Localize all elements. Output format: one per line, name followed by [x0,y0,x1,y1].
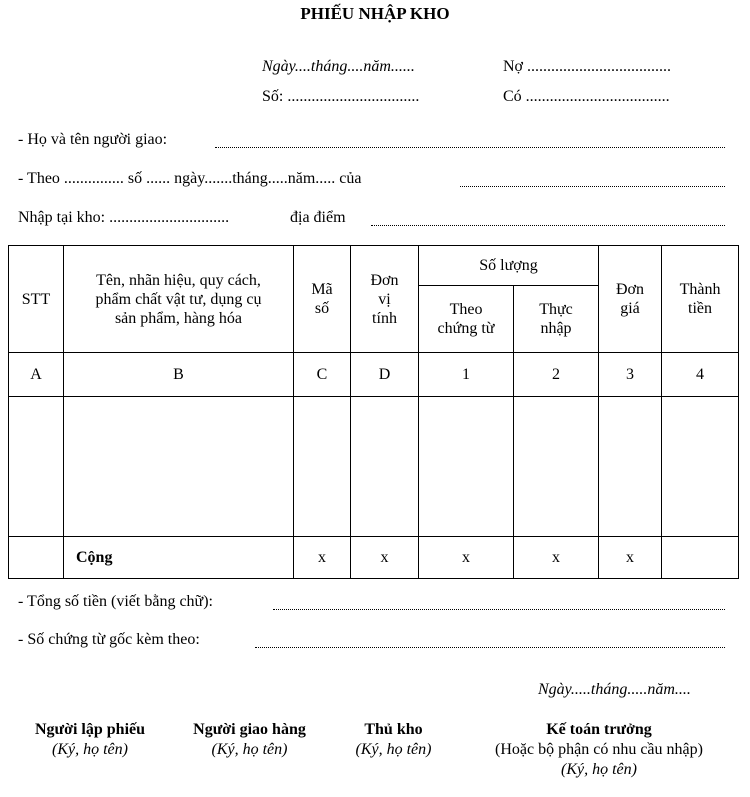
attached-documents-label: - Số chứng từ gốc kèm theo: [18,631,200,648]
code-cell: 2 [514,353,599,397]
reference-label: - Theo ............... số ...... ngày.......tháng.....năm..... của [18,170,362,187]
empty-cell [64,397,294,537]
total-in-words-label: - Tổng số tiền (viết bằng chữ): [18,593,213,610]
header-quantity: Số lượng [419,246,599,286]
reference-dotted-line [460,173,725,187]
total-qty-actual-cell: x [514,537,599,579]
goods-table [8,245,739,579]
empty-cell [294,397,351,537]
header-amount: Thành tiền [662,246,739,353]
signature-hint: (Ký, họ tên) [561,761,637,778]
header-qty-by-document: Theo chứng từ [419,286,514,353]
column-code-row [9,353,739,397]
header-item-name: Tên, nhãn hiệu, quy cách, phẩm chất vật tư, dụng cụ sản phẩm, hàng hóa [64,246,294,353]
attached-documents-dotted-line [255,634,725,648]
deliverer-dotted-line [215,134,725,148]
header-code: Mã số [294,246,351,353]
date-line: Ngày....tháng....năm...... [262,58,415,75]
total-amount-cell [662,537,739,579]
code-cell: B [64,353,294,397]
total-row [9,537,739,579]
signing-date-line: Ngày.....tháng.....năm.... [538,681,691,698]
empty-cell [599,397,662,537]
total-label: Cộng [64,537,294,579]
signature-block [0,720,750,797]
warehouse-label: Nhập tại kho: .............................. [18,209,230,226]
total-qty-doc-cell: x [419,537,514,579]
signature-title: Người giao hàng [193,721,306,738]
signature-chief-accountant [458,720,740,780]
signature-title: Thủ kho [364,721,423,738]
signature-storekeeper [336,720,451,760]
code-cell: 3 [599,353,662,397]
header-stt: STT [9,246,64,353]
location-dotted-line [371,212,725,226]
signature-title: Người lập phiếu [34,721,146,738]
code-cell: C [294,353,351,397]
signature-preparer [15,720,165,760]
signature-note: (Hoặc bộ phận có nhu cầu nhập) [495,741,703,758]
signature-hint: (Ký, họ tên) [355,741,432,758]
deliverer-label: - Họ và tên người giao: [18,131,168,148]
table-row [9,397,739,537]
code-cell: A [9,353,64,397]
code-cell: 4 [662,353,739,397]
signature-hint: (Ký, họ tên) [52,741,128,758]
form-title: PHIẾU NHẬP KHO [300,4,450,23]
code-cell: D [351,353,419,397]
total-code-cell: x [294,537,351,579]
empty-cell [9,397,64,537]
debit-line: Nợ .................................... [503,58,672,75]
empty-cell [419,397,514,537]
credit-line: Có .................................... [503,88,670,105]
empty-cell [9,537,64,579]
header-unit-price: Đơn giá [599,246,662,353]
header-qty-actual: Thực nhập [514,286,599,353]
empty-cell [351,397,419,537]
total-price-cell: x [599,537,662,579]
voucher-number-line: Số: ................................. [262,88,420,105]
signature-deliverer [172,720,327,760]
signature-hint: (Ký, họ tên) [211,741,288,758]
location-label: địa điểm [290,209,346,226]
header-unit: Đơn vị tính [351,246,419,353]
total-in-words-dotted-line [273,596,725,610]
empty-cell [514,397,599,537]
code-cell: 1 [419,353,514,397]
signature-title: Kế toán trưởng [546,721,652,738]
empty-cell [662,397,739,537]
total-unit-cell: x [351,537,419,579]
